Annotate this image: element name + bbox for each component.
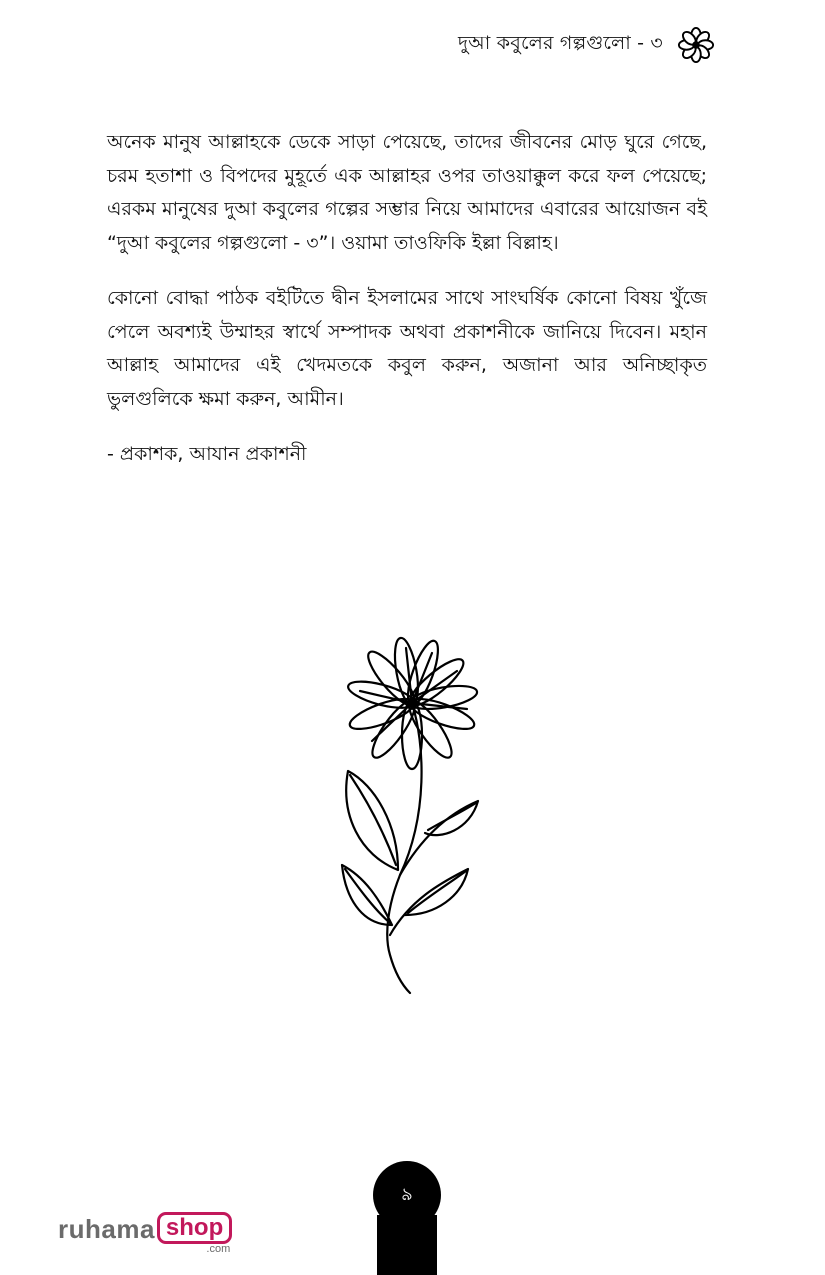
logo-shop-badge (157, 1212, 232, 1255)
logo-shop-text: shop (157, 1212, 232, 1244)
body-text (107, 126, 707, 471)
flower-illustration (300, 625, 520, 1000)
flower-ornament-icon (677, 26, 715, 64)
paragraph-intro: অনেক মানুষ আল্লাহকে ডেকে সাড়া পেয়েছে, তাদের জীবনের মোড় ঘুরে গেছে, চরম হতাশা ও বিপদের মুহূর্তে এক আল্লাহর ওপর তাওয়াক্কুল করে ফল পেয়েছে; এরকম মানুষের দুআ কবুলের গল্পের সম্ভার নিয়ে আমাদের এবারের আয়োজন বই “দুআ কবুলের গল্পগুলো - ৩”। ওয়ামা তাওফিকি ইল্লা বিল্লাহ। (107, 131, 707, 254)
publisher-signature: - প্রকাশক, আযান প্রকাশনী (107, 443, 307, 465)
header-title: দুআ কবুলের গল্পগুলো - ৩ (458, 32, 663, 54)
ruhama-shop-logo (58, 1212, 232, 1255)
running-header (458, 26, 715, 64)
logo-ruhama-text: ruhama (58, 1214, 155, 1244)
logo-com-text: .com (206, 1243, 231, 1255)
paragraph-request: কোনো বোদ্ধা পাঠক বইটিতে দ্বীন ইসলামের সাথে সাংঘর্ষিক কোনো বিষয় খুঁজে পেলে অবশ্যই উম্মাহর স্বার্থে সম্পাদক অথবা প্রকাশনীকে জানিয়ে দিবেন। মহান আল্লাহ আমাদের এই খেদমতকে কবুল করুন, অজানা আর অনিচ্ছাকৃত ভুলগুলিকে ক্ষমা করুন, আমীন। (107, 287, 707, 410)
page-number: ৯ (373, 1161, 441, 1229)
